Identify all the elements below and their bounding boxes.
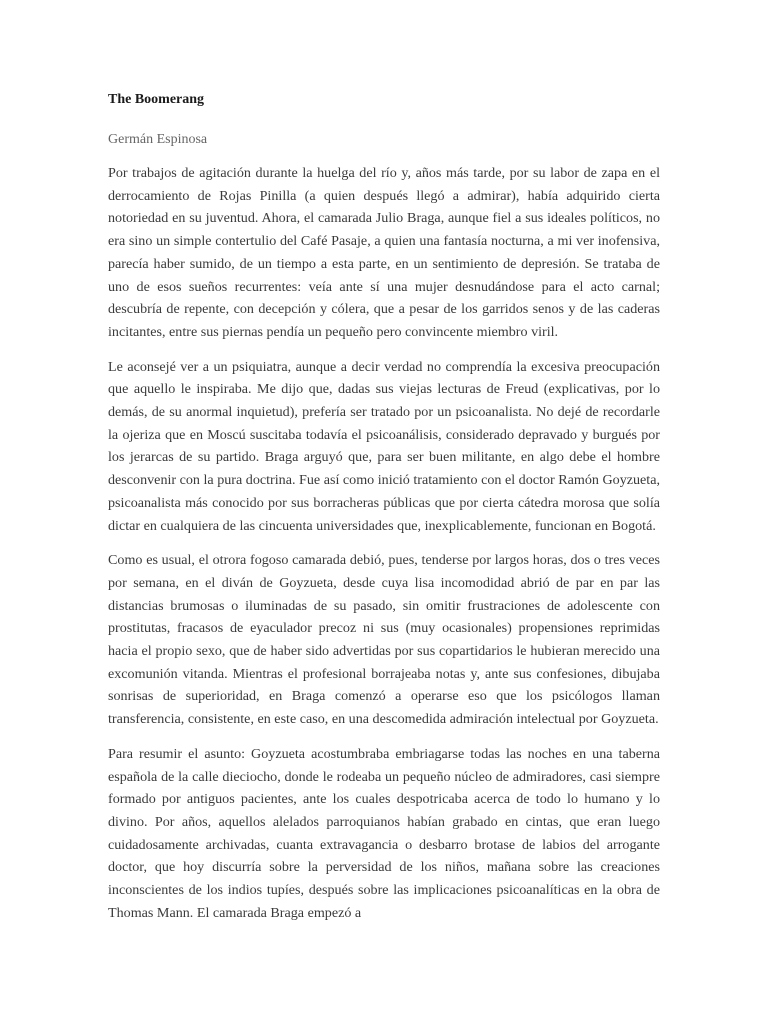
paragraph-2: Le aconsejé ver a un psiquiatra, aunque a decir verdad no comprendía la excesiva preocupación que aquello le inspiraba. Me dijo que, dadas sus viejas lecturas de Freud (explicativas, por lo demás, de su anormal inquietud), prefería ser tratado por un psicoanalista. No dejé de recordarle la ojeriza que en Moscú suscitaba todavía el psicoanálisis, considerado depravado y burgués por los jerarcas de su partido. Braga arguyó que, para ser buen militante, en algo debe el hombre desconvenir con la pura doctrina. Fue así como inició tratamiento con el doctor Ramón Goyzueta, psicoanalista más conocido por sus borracheras públicas que por cierta cátedra morosa que solía dictar en cualquiera de las cincuenta universidades que, inexplicablemente, funcionan en Bogotá. — [108, 358, 660, 534]
paragraph-1: Por trabajos de agitación durante la huelga del río y, años más tarde, por su labor de zapa en el derrocamiento de Rojas Pinilla (a quien después llegó a admirar), había adquirido cierta notoriedad en su juventud. Ahora, el camarada Julio Braga, aunque fiel a sus ideales políticos, no era sino un simple contertulio del Café Pasaje, a quien una fantasía nocturna, a mi ver inofensiva, parecía haber sumido, de un tiempo a esta parte, en un sentimiento de depresión. Se trataba de uno de esos sueños recurrentes: veía ante sí una mujer desnudándose para el acto carnal; descubría de repente, con decepción y cólera, que a pesar de los garridos senos y de las caderas incitantes, entre sus piernas pendía un pequeño pero convincente miembro viril. — [108, 165, 660, 340]
paragraph-3: Como es usual, el otrora fogoso camarada debió, pues, tenderse por largos horas, dos o tres veces por semana, en el diván de Goyzueta, desde cuya lisa incomodidad abrió de par en par las distancias brumosas o iluminadas de su pasado, sin omitir frustraciones de adolescente con prostitutas, fracasos de eyaculador precoz ni sus (muy ocasionales) propensiones reprimidas hacia el propio sexo, que de haber sido advertidas por sus copartidarios le hubieran merecido una excomunión vitanda. Mientras el profesional borrajeaba notas y, ante sus confesiones, dibujaba sonrisas de superioridad, en Braga comenzó a operarse eso que los psicólogos llaman transferencia, consistente, en este caso, en una descomedida admiración intelectual por Goyzueta. — [108, 552, 660, 728]
document-title: The Boomerang — [108, 92, 205, 107]
paragraph-4: Para resumir el asunto: Goyzueta acostumbraba embriagarse todas las noches en una taberna española de la calle dieciocho, donde le rodeaba un pequeño núcleo de admiradores, casi siempre formado por antiguos pacientes, ante los cuales despotricaba acerca de todo lo humano y lo divino. Por años, aquellos alelados parroquianos habían grabado en cintas, que eran luego cuidadosamente archivadas, cuanta extravagancia o desbarro brotase de labios del arrogante doctor, que hoy discurría sobre la perversidad de los niños, mañana sobre las creaciones inconscientes de los indios tupíes, después sobre las implicaciones psicoanalíticas en la obra de Thomas Mann. El camarada Braga empezó a — [108, 745, 660, 921]
document-author: Germán Espinosa — [108, 132, 208, 147]
document-page — [108, 88, 660, 937]
